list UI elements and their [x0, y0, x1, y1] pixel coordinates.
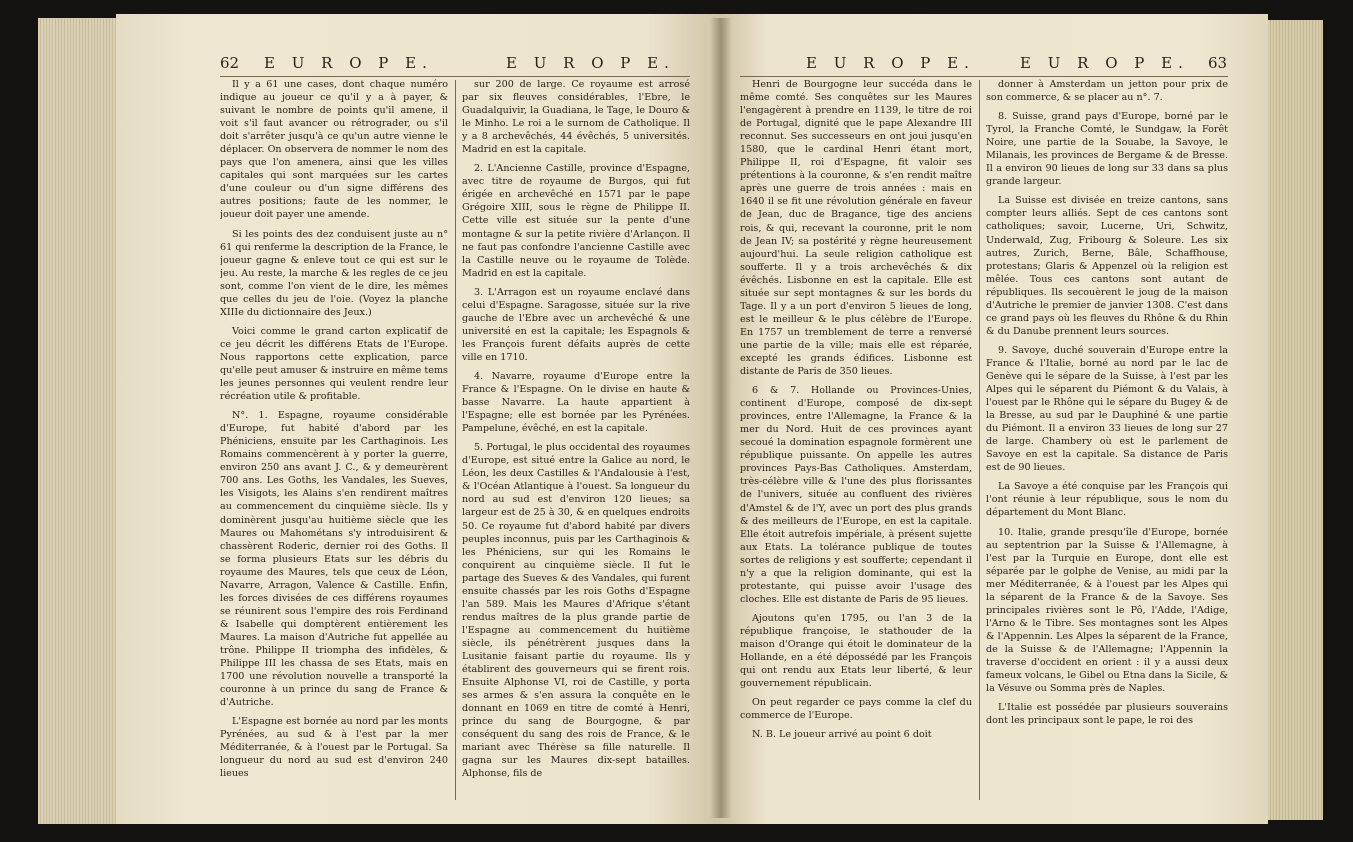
- paragraph: donner à Amsterdam un jetton pour prix de son commerce, & se placer au n°. 7.: [986, 79, 1228, 104]
- paragraph: Il y a 61 une cases, dont chaque numéro indique au joueur ce qu'il y a à payer, & suivant le nombre de points qu'il amene, il voit s'il faut avancer ou rétrograder, ou s'il doit s'arrêter jusqu'à ce qu'un autre vienne le déplacer. On observera de nommer le nom des pays que l'on amenera, ainsi que les villes capitales qui sont marquées sur les cartes d'une couleur ou d'un signe différens des autres positions; faute de les nommer, le joueur doit payer une amende.: [220, 79, 448, 221]
- text-column-2: [462, 78, 690, 818]
- running-head: E U R O P E.: [806, 54, 975, 72]
- open-book: [38, 8, 1323, 834]
- paragraph: N. B. Le joueur arrivé au point 6 doit: [752, 729, 932, 741]
- paragraph: N°. 1. Espagne, royaume considérable d'Europe, fut habité d'abord par les Phéniciens, ensuite par les Carthaginois. Les Romains commencèrent à y porter la guerre, environ 250 ans avant J. C., & y demeurèrent 700 ans. Les Goths, les Vandales, les Sueves, les Visigots, les Alains s'en rendirent maîtres au commencement du cinquième siècle. Ils y dominèrent jusqu'au huitième siècle que les Maures ou Mahométans s'y introduisirent & chassèrent Roderic, dernier roi des Goths. Il se forma plusieurs Etats sur les débris du royaume des Maures, tels que ceux de Léon, Navarre, Arragon, Valence & Castille. Enfin, les forces divisées de ces différens royaumes se réunirent sous l'empire des rois Ferdinand & Isabelle qui domptèrent entièrement les Maures. La maison d'Autriche fut appellée au trône. Philippe II triompha des infidèles, & Philippe III les chassa de ses Etats, mais en 1700 une révolution nouvelle a transporté la couronne à un prince du sang de France & d'Autriche.: [220, 410, 448, 709]
- paragraph: 9. Savoye, duché souverain d'Europe entre la France & l'Italie, borné au nord par le lac de Genève qui le sépare de la Suisse, à l'est par les Alpes qui le séparent du Piémont & du Valais, à l'ouest par le Rhône qui le sépare du Bugey & de la Bresse, au sud par le Dauphiné & une partie du Piémont. Il a environ 33 lieues de long sur 27 de large. Chambery où est le parlement de Savoye en est la capitale. Sa distance de Paris est de 90 lieues.: [986, 344, 1228, 474]
- paragraph: 2. L'Ancienne Castille, province d'Espagne, avec titre de royaume de Burgos, qui fut érigée en archevêché en 1571 par le pape Grégoire XIII, sous le règne de Philippe II. Cette ville est située sur la pente d'une montagne & sur la petite rivière d'Arlançon. Il ne faut pas confondre l'ancienne Castille avec la Castille neuve ou le royaume de Tolède. Madrid en est la capitale.: [462, 163, 690, 279]
- right-page: [720, 14, 1268, 824]
- right-page-edges: [1265, 20, 1323, 820]
- text-column-1: [220, 78, 448, 818]
- paragraph: 6 & 7. Hollande ou Provinces-Unies, continent d'Europe, composé de dix-sept provinces, entre l'Allemagne, la France & la mer du Nord. Huit de ces provinces ayant secoué la domination espagnole formèrent une république puissante. On appelle les autres provinces Pays-Bas Catholiques. Amsterdam, très-célèbre ville & l'une des plus florissantes de l'univers, située au confluent des rivières d'Amstel & de l'Y, avec un port des plus grands & des meilleurs de l'Europe, en est la capitale. Elle étoit autrefois impériale, à présent sujette aux Etats. La tolérance publique de toutes sortes de religions y est soufferte; cependant il n'y a que la religion dominante, qui est la protestante, qui puisse avoir l'usage des cloches. Elle est distante de Paris de 95 lieues.: [740, 385, 972, 605]
- book-gutter: [710, 18, 732, 818]
- paragraph: Voici comme le grand carton explicatif de ce jeu décrit les différens Etats de l'Europe. Nous rapportons cette explication, parce qu'elle peut amuser & instruire en même tems les jeunes personnes qui veulent rendre leur récréation utile & profitable.: [220, 325, 448, 403]
- paragraph: 10. Italie, grande presqu'île d'Europe, bornée au septentrion par la Suisse & l'Allemagne, à l'est par la Turquie en Europe, dont elle est séparée par le golphe de Venise, au midi par la mer Méditerranée, & à l'ouest par les Alpes qui la séparent de la France & de la Savoye. Ses principales rivières sont le Pô, l'Adde, l'Adige, l'Arno & le Tibre. Ses montagnes sont les Alpes & l'Appennin. Les Alpes la séparent de la France, de la Suisse & de l'Allemagne; l'Appennin la traverse d'occident en orient : il y a aussi deux fameux volcans, le Gibel ou Etna dans la Sicile, & la Vésuve ou Somma près de Naples.: [986, 526, 1228, 695]
- page-number: 62: [220, 54, 240, 72]
- paragraph: Henri de Bourgogne leur succéda dans le même comté. Ses conquêtes sur les Maures l'engagèrent à prendre en 1139, le titre de roi de Portugal, dignité que le pape Alexandre III reconnut. Ses successeurs en ont joui jusqu'en 1580, que le cardinal Henri étant mort, Philippe II, roi d'Espagne, fit valoir ses prétentions à la couronne, & s'en rendit maître après une guerre de trois années : mais en 1640 il se fit une révolution générale en faveur de Jean, duc de Bragance, tige des anciens rois, & qui, recevant la couronne, prit le nom de Jean IV; sa postérité y règne heureusement aujourd'hui. La seule religion catholique est soufferte. Il y a trois archevêchés & dix évêchés. Lisbonne en est la capitale. Elle est située sur sept montagnes & sur les bords du Tage. Il y a un port d'environ 5 lieues de long, est le meilleur & le plus célèbre de l'Europe. En 1757 un tremblement de terre a renversé une partie de la ville; mais elle est réparée, excepté les grands édifices. Lisbonne est distante de Paris de 350 lieues.: [740, 79, 972, 378]
- text-column-2: [986, 78, 1228, 818]
- running-head: E U R O P E.: [1020, 54, 1189, 72]
- left-page: [116, 14, 720, 824]
- paragraph: On peut regarder ce pays comme la clef du commerce de l'Europe.: [740, 697, 972, 722]
- paragraph: 5. Portugal, le plus occidental des royaumes d'Europe, est situé entre la Galice au nord, le Léon, les deux Castilles & l'Andalousie à l'est, & l'Océan Atlantique à l'ouest. Sa longueur du nord au sud est d'environ 120 lieues; sa largeur est de 25 à 30, & en quelques endroits 50. Ce royaume fut d'abord habité par divers peuples inconnus, puis par les Carthaginois & les Phéniciens, sur qui les Romains le conquirent au cinquième siècle. Il fut le partage des Sueves & des Vandales, qui furent ensuite chassés par les rois Goths d'Espagne l'an 589. Mais les Maures d'Afrique s'étant rendus maîtres de la plus grande partie de l'Espagne au commencement du huitième siècle, ils pénétrèrent jusques dans la Lusitanie faisant partie du royaume. Ils y établirent des gouverneurs qui se firent rois. Ensuite Alphonse VI, roi de Castille, y porta ses armes & s'en assura la conquête en le donnant en 1069 en titre de comté à Henri, prince du sang de Bourgogne, & par conséquent du sang des rois de France, & le mariant avec Thérèse sa fille naturelle. Il gagna sur les Maures dix-sept batailles. Alphonse, fils de: [462, 442, 690, 780]
- paragraph: Si les points des dez conduisent juste au n° 61 qui renferme la description de la France, le joueur gagne & enleve tout ce qui est sur le jeu. Au reste, la marche & les regles de ce jeu sont, comme l'on vient de le dire, les mêmes que celles du jeu de l'oie. (Voyez la planche XIIIe du dictionnaire des Jeux.): [220, 228, 448, 318]
- paragraph: 3. L'Arragon est un royaume enclavé dans celui d'Espagne. Saragosse, située sur la rive gauche de l'Ebre avec un archevêché & une université en est la capitale; les Espagnols & les François furent défaits auprès de cette ville en 1710.: [462, 286, 690, 363]
- running-head: E U R O P E.: [506, 54, 675, 72]
- text-column-1: [740, 78, 972, 818]
- column-divider: [979, 80, 980, 800]
- paragraph: 4. Navarre, royaume d'Europe entre la France & l'Espagne. On le divise en haute & basse Navarre. La haute appartient à l'Espagne; elle est bornée par les Pyrénées. Pampelune, évêché, en est la capitale.: [462, 370, 690, 435]
- page-number: 63: [1208, 54, 1228, 72]
- left-page-edges: [38, 18, 118, 824]
- header-rule: [740, 76, 1228, 77]
- paragraph: 8. Suisse, grand pays d'Europe, borné par le Tyrol, la Franche Comté, le Sundgaw, la Forêt Noire, une partie de la Souabe, la Savoye, le Milanais, les provinces de Bergame & de Bresse. Il a environ 90 lieues de long sur 33 dans sa plus grande largeur.: [986, 111, 1228, 188]
- paragraph: Ajoutons qu'en 1795, ou l'an 3 de la république françoise, le stathouder de la maison d'Orange qui étoit le dominateur de la Hollande, en a été dépossédé par les François qui ont rendu aux Etats leur liberté, & leur gouvernement républicain.: [740, 612, 972, 690]
- header-rule: [220, 76, 690, 77]
- column-divider: [455, 80, 456, 800]
- paragraph: L'Italie est possédée par plusieurs souverains dont les principaux sont le pape, le roi des: [986, 702, 1228, 727]
- paragraph: sur 200 de large. Ce royaume est arrosé par six fleuves considérables, l'Ebre, le Guadalquivir, la Guadiana, le Tage, le Douro & le Minho. Le roi a le surnom de Catholique. Il y a 8 archevêchés, 44 évêchés, 5 universités. Madrid en est la capitale.: [462, 79, 690, 156]
- paragraph: La Savoye a été conquise par les François qui l'ont réunie à leur république, sous le nom du département du Mont Blanc.: [986, 481, 1228, 519]
- paragraph: La Suisse est divisée en treize cantons, sans compter leurs alliés. Sept de ces cantons sont catholiques; savoir, Lucerne, Uri, Schwitz, Underwald, Zug, Fribourg & Soleure. Les six autres, Zurich, Berne, Bâle, Schaffhouse, protestans; Glaris & Appenzel où la religion est mêlée. Tous ces cantons sont autant de républiques. Ils secouèrent le joug de la maison d'Autriche le premier de janvier 1308. C'est dans ce grand pays où les fleuves du Rhône & du Rhin & du Danube prennent leurs sources.: [986, 195, 1228, 337]
- paragraph: L'Espagne est bornée au nord par les monts Pyrénées, au sud & à l'est par la mer Méditerranée, & à l'ouest par le Portugal. Sa longueur du nord au sud est d'environ 240 lieues: [220, 716, 448, 780]
- running-head: E U R O P E.: [264, 54, 433, 72]
